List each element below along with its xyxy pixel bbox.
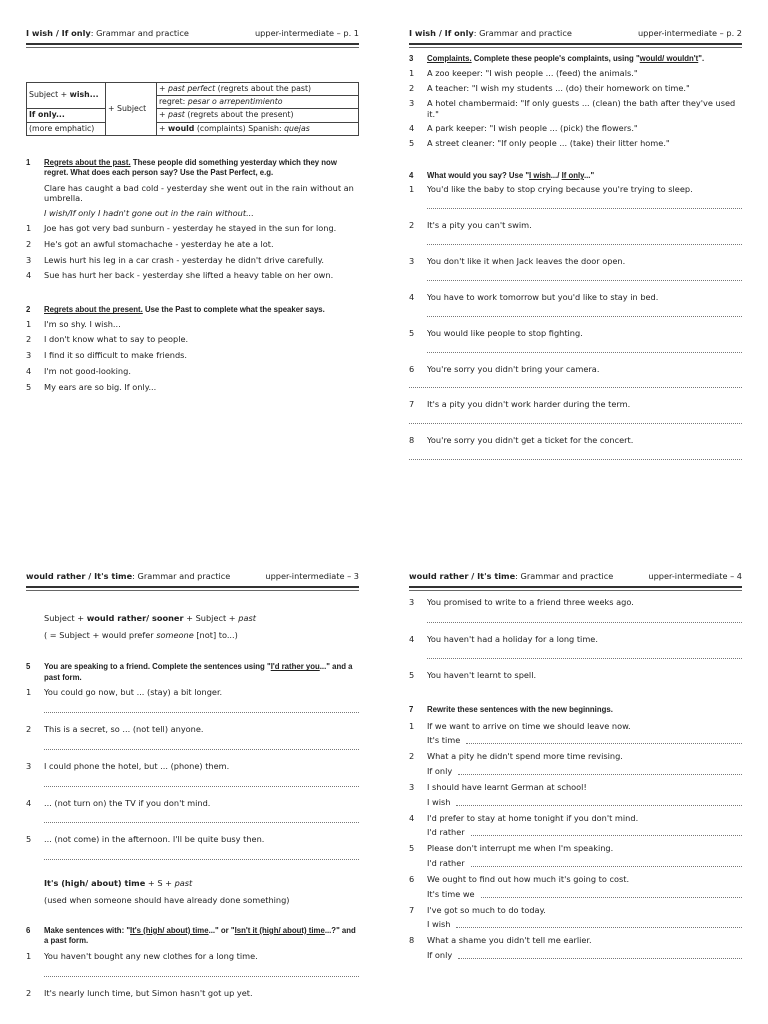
item-number: 2: [26, 238, 32, 249]
header-level: upper-intermediate – p. 1: [254, 28, 359, 38]
list-item: [26, 350, 359, 361]
item-number: 1: [409, 184, 415, 195]
list-item: [409, 634, 742, 645]
item-text: You have to work tomorrow but you'd like to stay in bed.: [427, 291, 659, 302]
rewrite-line[interactable]: [427, 827, 742, 838]
item-text: Please don't interrupt me when I'm speaking.: [427, 843, 614, 854]
rewrite-line[interactable]: [427, 858, 742, 869]
item-number: 3: [26, 254, 32, 265]
exercise-5-items: [26, 687, 359, 860]
item-text: What a pity he didn't spend more time revising.: [427, 751, 623, 762]
answer-line[interactable]: [427, 207, 742, 209]
item-number: 2: [409, 220, 415, 231]
list-item: [26, 223, 359, 234]
answer-line[interactable]: [44, 748, 359, 750]
item-number: 3: [409, 97, 415, 108]
item-number: 3: [409, 781, 415, 792]
header-title: I wish / If only: Grammar and practice: [26, 28, 189, 38]
item-number: 6: [409, 873, 415, 884]
answer-line[interactable]: [44, 821, 359, 823]
list-item: [409, 138, 742, 149]
sentence-beginning: It's time: [427, 735, 461, 746]
answer-line[interactable]: [44, 858, 359, 860]
list-item: [409, 399, 742, 410]
table-cell: Subject + wish...: [27, 82, 106, 109]
exercise-2-title: 2 Regrets about the present. Use the Past to complete what the speaker says.: [26, 305, 325, 315]
answer-line[interactable]: [44, 711, 359, 713]
item-text: What a shame you didn't tell me earlier.: [427, 935, 592, 946]
item-number: 4: [409, 291, 415, 302]
item-text: You're sorry you didn't bring your camera.: [427, 363, 600, 374]
list-item: [409, 328, 742, 339]
page-header: [409, 28, 742, 45]
list-item: [26, 334, 359, 345]
exercise-1-title: 1 Regrets about the past. These people did something yesterday which they now regret. What does each person say? Use the Past Perfect, e.g.: [26, 157, 337, 178]
rule-its-time: It's (high/ about) time + S + past: [44, 878, 193, 889]
page-header: [26, 28, 359, 45]
exercise-3-items: [409, 68, 742, 149]
item-text: I'm not good-looking.: [44, 366, 131, 377]
table-cell: + past (regrets about the present): [157, 109, 359, 122]
header-level: upper-intermediate – p. 2: [637, 28, 742, 38]
item-text: I'd prefer to stay at home tonight if you don't mind.: [427, 812, 639, 823]
item-text: ... (not turn on) the TV if you don't mind.: [44, 797, 211, 808]
item-number: 1: [26, 687, 32, 698]
answer-line[interactable]: [44, 785, 359, 787]
answer-line[interactable]: [44, 975, 359, 977]
item-number: 5: [409, 138, 415, 149]
list-item: [409, 670, 742, 681]
item-number: 5: [409, 327, 415, 338]
list-item: [409, 83, 742, 94]
item-number: 7: [409, 399, 415, 410]
answer-line[interactable]: [427, 351, 742, 353]
exercise-4-title: 4 What would you say? Use "I wish.../ If only...": [409, 171, 595, 181]
rewrite-line[interactable]: [427, 950, 742, 961]
answer-line[interactable]: [409, 386, 742, 388]
header-rule: [409, 45, 742, 48]
item-text: I could phone the hotel, but ... (phone) them.: [44, 760, 230, 771]
item-number: 3: [409, 596, 415, 607]
header-title: I wish / If only: Grammar and practice: [409, 28, 572, 38]
answer-line[interactable]: [458, 950, 742, 959]
item-text: ... (not come) in the afternoon. I'll be quite busy then.: [44, 834, 265, 845]
answer-line[interactable]: [427, 621, 742, 623]
header-level: upper-intermediate – 3: [265, 571, 359, 581]
answer-line[interactable]: [427, 279, 742, 281]
item-number: 2: [26, 334, 32, 345]
list-item: [409, 843, 742, 854]
item-text: A hotel chambermaid: "If only guests ... (clean) the bath after they've used it.": [427, 97, 736, 119]
item-text: You haven't had a holiday for a long time.: [427, 633, 598, 644]
item-number: 8: [409, 435, 415, 446]
list-item: [409, 123, 742, 134]
item-text: I find it so difficult to make friends.: [44, 350, 188, 361]
page-2: [409, 28, 742, 471]
list-item: [409, 721, 742, 732]
rewrite-line[interactable]: [427, 735, 742, 746]
exercise-6-items: [26, 951, 359, 999]
list-item: [409, 813, 742, 824]
list-item: [26, 761, 359, 772]
exercise-7-items: [409, 721, 742, 961]
list-item: [26, 798, 359, 809]
item-text: We ought to find out how much it's going to cost.: [427, 873, 630, 884]
item-number: 4: [409, 812, 415, 823]
item-text: I don't know what to say to people.: [44, 334, 189, 345]
list-item: [26, 687, 359, 698]
item-text: You'd like the baby to stop crying because you're trying to sleep.: [427, 184, 693, 195]
header-rule: [409, 588, 742, 591]
exercise-6-title: 6 Make sentences with: "It's (high/ about) time..." or "Isn't it (high/ about) time...?" and a past form.: [26, 925, 356, 946]
list-item: [409, 782, 742, 793]
item-number: 7: [409, 904, 415, 915]
list-item: [26, 366, 359, 377]
page-4: [409, 571, 742, 961]
sentence-beginning: It's time we: [427, 888, 475, 899]
rewrite-line[interactable]: [427, 797, 742, 808]
answer-line[interactable]: [471, 827, 742, 836]
header-title: would rather / It's time: Grammar and practice: [409, 571, 614, 581]
item-number: 8: [409, 935, 415, 946]
item-text: I should have learnt German at school!: [427, 781, 587, 792]
item-number: 5: [409, 670, 415, 681]
list-item: [26, 951, 359, 962]
answer-line[interactable]: [471, 858, 742, 867]
list-item: [409, 98, 742, 120]
table-cell: + past perfect (regrets about the past): [157, 82, 359, 95]
item-number: 4: [26, 797, 32, 808]
item-number: 2: [409, 751, 415, 762]
header-rule: [26, 45, 359, 48]
item-number: 2: [26, 723, 32, 734]
list-item: [409, 364, 742, 375]
example-answer: I wish/If only I hadn't gone out in the rain without...: [44, 208, 254, 219]
item-text: It's a pity you didn't work harder during the term.: [427, 399, 631, 410]
item-text: A street cleaner: "If only people ... (take) their litter home.": [427, 138, 670, 149]
list-item: [409, 292, 742, 303]
list-item: [26, 834, 359, 845]
list-item: [409, 597, 742, 608]
item-number: 4: [26, 270, 32, 281]
item-text: If we want to arrive on time we should leave now.: [427, 720, 631, 731]
item-number: 1: [409, 68, 415, 79]
header-rule: [26, 588, 359, 591]
item-number: 5: [26, 381, 32, 392]
item-text: Lewis hurt his leg in a car crash - yesterday he didn't drive carefully.: [44, 254, 324, 265]
answer-line[interactable]: [427, 243, 742, 245]
table-cell: + Subject: [106, 82, 157, 135]
item-text: You haven't bought any new clothes for a long time.: [44, 951, 258, 962]
list-item: [409, 905, 742, 916]
list-item: [409, 751, 742, 762]
example-sentence: Clare has caught a bad cold - yesterday she went out in the rain without an umbrella.: [44, 182, 354, 204]
exercise-2-items: [26, 319, 359, 393]
item-text: It's nearly lunch time, but Simon hasn't got up yet.: [44, 988, 253, 999]
item-text: You promised to write to a friend three weeks ago.: [427, 596, 634, 607]
exercise-3-title: 3 Complaints. Complete these people's complaints, using "would/ wouldn't".: [409, 53, 705, 63]
sentence-beginning: I wish: [427, 796, 451, 807]
rule-would-rather-note: ( = Subject + would prefer someone [not] to...): [44, 629, 238, 640]
item-number: 2: [26, 988, 32, 999]
item-text: You haven't learnt to spell.: [427, 670, 537, 681]
sentence-beginning: If only: [427, 950, 453, 961]
answer-line[interactable]: [466, 735, 742, 744]
item-number: 4: [409, 123, 415, 134]
exercise-5-title: 5 You are speaking to a friend. Complete the sentences using "I'd rather you..." and a past form.: [26, 662, 353, 682]
list-item: [409, 220, 742, 231]
header-level: upper-intermediate – 4: [648, 571, 742, 581]
rewrite-line[interactable]: [427, 766, 742, 777]
rule-would-rather: Subject + would rather/ sooner + Subject + past: [44, 612, 256, 623]
answer-line[interactable]: [458, 766, 742, 775]
list-item: [409, 935, 742, 946]
item-number: 1: [26, 223, 32, 233]
grammar-table: [26, 82, 359, 136]
page-1: [26, 28, 359, 393]
exercise-4-items: [409, 184, 742, 460]
item-text: It's a pity you can't swim.: [427, 220, 532, 231]
answer-line[interactable]: [456, 797, 742, 806]
list-item: [26, 988, 359, 999]
item-number: 5: [26, 834, 32, 845]
item-text: You could go now, but ... (stay) a bit longer.: [44, 687, 223, 698]
page-header: [26, 571, 359, 588]
exercise-1-items: [26, 223, 359, 281]
list-item: [26, 382, 359, 393]
table-cell: + would (complaints) Spanish: quejas: [157, 122, 359, 135]
rewrite-line[interactable]: [427, 889, 742, 900]
answer-line[interactable]: [456, 919, 742, 928]
answer-line[interactable]: [427, 657, 742, 659]
item-number: 3: [409, 256, 415, 267]
item-number: 2: [409, 82, 415, 93]
list-item: [26, 724, 359, 735]
item-number: 5: [409, 843, 415, 854]
item-text: I've got so much to do today.: [427, 904, 546, 915]
item-text: Sue has hurt her back - yesterday she lifted a heavy table on her own.: [44, 270, 334, 281]
exercise-7-title: 7 Rewrite these sentences with the new beginnings.: [409, 705, 613, 715]
list-item: [409, 184, 742, 195]
sentence-beginning: I'd rather: [427, 858, 465, 869]
item-number: 1: [26, 951, 32, 962]
list-item: [409, 68, 742, 79]
answer-line[interactable]: [409, 422, 742, 424]
rewrite-line[interactable]: [427, 919, 742, 930]
item-number: 1: [409, 720, 415, 731]
page-3: [26, 571, 359, 999]
item-text: A park keeper: "I wish people ... (pick) the flowers.": [427, 123, 638, 134]
answer-line[interactable]: [409, 458, 742, 460]
item-text: You would like people to stop fighting.: [427, 327, 583, 338]
item-number: 3: [26, 350, 32, 361]
answer-line[interactable]: [481, 889, 742, 898]
list-item: [409, 256, 742, 267]
page-header: [409, 571, 742, 588]
item-text: You don't like it when Jack leaves the door open.: [427, 256, 626, 267]
header-title: would rather / It's time: Grammar and practice: [26, 571, 231, 581]
table-cell: regret: pesar o arrepentimiento: [157, 96, 359, 109]
item-text: He's got an awful stomachache - yesterday he ate a lot.: [44, 238, 274, 249]
rule-its-time-note: (used when someone should have already done something): [44, 895, 290, 906]
item-text: You're sorry you didn't get a ticket for the concert.: [427, 435, 634, 446]
item-text: This is a secret, so ... (not tell) anyone.: [44, 723, 204, 734]
sentence-beginning: I'd rather: [427, 827, 465, 838]
item-text: A teacher: "I wish my students ... (do) their homework on time.": [427, 82, 690, 93]
item-number: 4: [409, 633, 415, 644]
list-item: [26, 270, 359, 281]
answer-line[interactable]: [427, 315, 742, 317]
list-item: [26, 319, 359, 330]
list-item: [26, 255, 359, 266]
list-item: [409, 874, 742, 885]
sentence-beginning: If only: [427, 766, 453, 777]
item-text: A zoo keeper: "I wish people ... (feed) the animals.": [427, 68, 638, 79]
list-item: [26, 239, 359, 250]
item-number: 3: [26, 760, 32, 771]
table-cell: If only...: [27, 109, 106, 122]
exercise-6-continued-items: [409, 597, 742, 681]
item-text: Joe has got very bad sunburn - yesterday he stayed in the sun for long.: [44, 223, 337, 233]
item-text: My ears are so big. If only...: [44, 381, 157, 392]
item-number: 1: [26, 318, 32, 329]
list-item: [409, 435, 742, 446]
sentence-beginning: I wish: [427, 919, 451, 930]
item-text: I'm so shy. I wish...: [44, 318, 121, 329]
item-number: 6: [409, 363, 415, 374]
table-cell: (more emphatic): [27, 122, 106, 135]
item-number: 4: [26, 366, 32, 377]
